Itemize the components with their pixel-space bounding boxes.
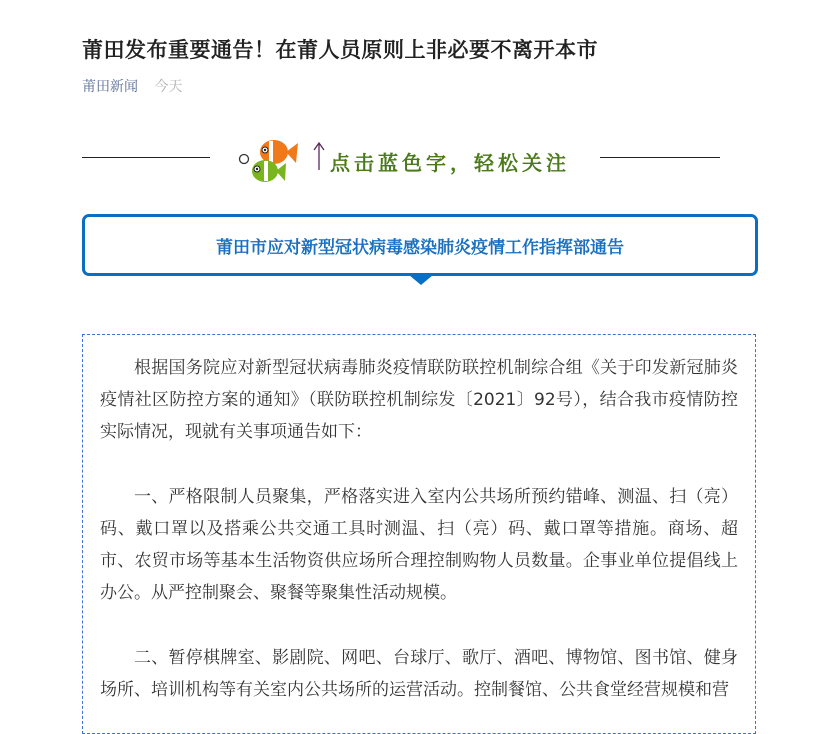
divider-right <box>600 157 720 158</box>
arrow-up-icon <box>312 141 326 171</box>
follow-text: 点击蓝色字，轻松关注 <box>330 151 570 175</box>
notice-pointer <box>409 275 433 285</box>
article-title: 莆田发布重要通告！在莆人员原则上非必要不离开本市 <box>82 38 598 62</box>
paragraph: 二、暂停棋牌室、影剧院、网吧、台球厅、歌厅、酒吧、博物馆、图书馆、健身场所、培训机构等有关室内公共场所的运营活动。控制餐馆、公共食堂经营规模和营 <box>100 648 738 700</box>
article-meta <box>82 76 182 96</box>
divider-left <box>82 157 210 158</box>
notice-heading: 莆田市应对新型冠状病毒感染肺炎疫情工作指挥部通告 <box>216 237 624 258</box>
paragraph: 根据国务院应对新型冠状病毒肺炎疫情联防联控机制综合组《关于印发新冠肺炎疫情社区防控方案的通知》（联防联控机制综发〔2021〕92号），结合我市疫情防控实际情况，现就有关事项通告如下： <box>100 358 738 442</box>
paragraph: 一、严格限制人员聚集，严格落实进入室内公共场所预约错峰、测温、扫（亮）码、戴口罩以及搭乘公共交通工具时测温、扫（亮）码、戴口罩等措施。商场、超市、农贸市场等基本生活物资供应场所合理控制购物人员数量。企事业单位提倡线上办公。从严控制聚会、聚餐等聚集性活动规模。 <box>100 487 738 603</box>
notice-body <box>82 334 756 734</box>
source-link[interactable]: 莆田新闻 <box>82 79 138 95</box>
publish-date: 今天 <box>154 79 183 95</box>
follow-banner[interactable] <box>236 135 596 187</box>
notice-heading-box <box>82 214 758 276</box>
